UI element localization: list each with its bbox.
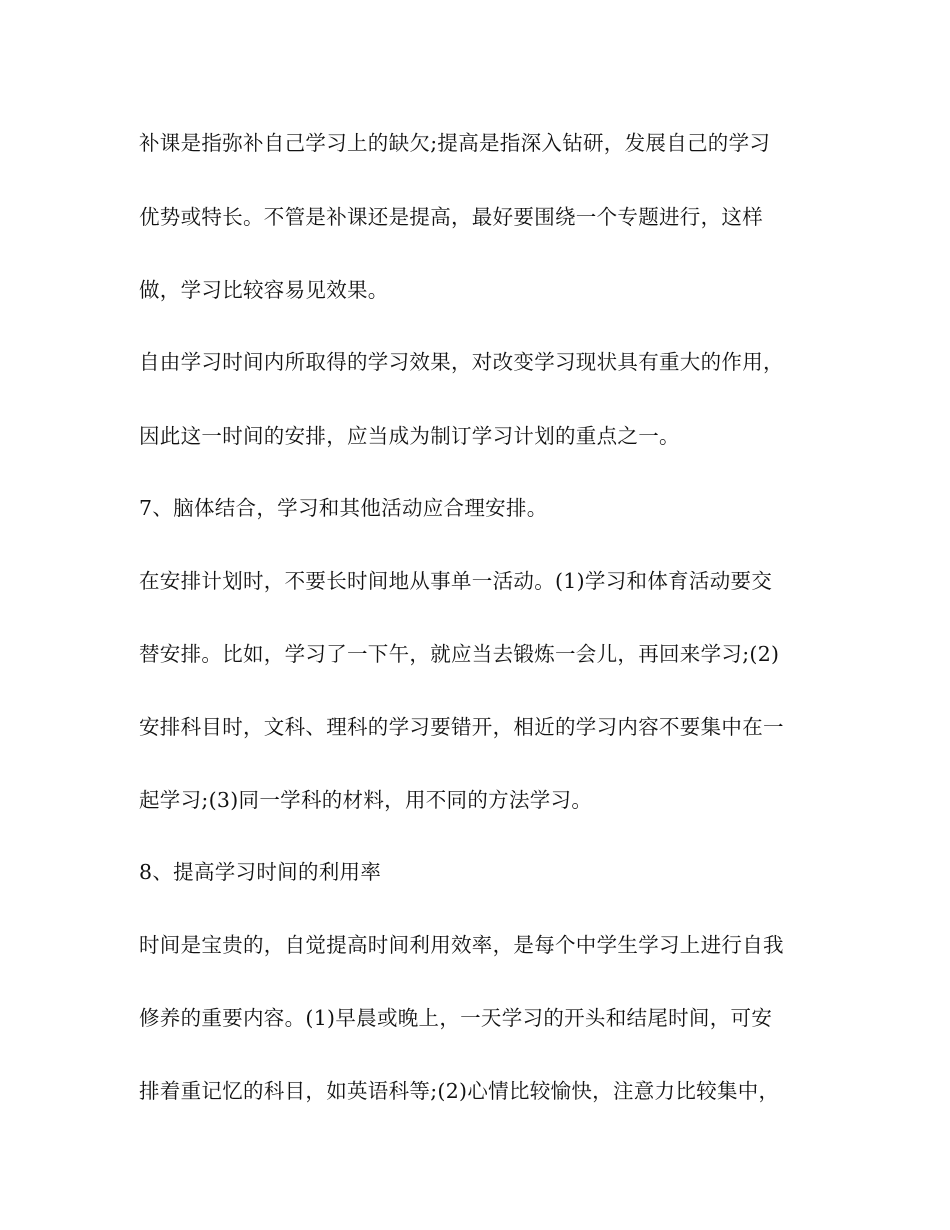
text-line-2: 优势或特长。不管是补课还是提高，最好要围绕一个专题进行，这样 [139, 205, 763, 229]
text-line-12: 时间是宝贵的，自觉提高时间利用效率，是每个中学生学习上进行自我 [139, 933, 784, 957]
text-line-1: 补课是指弥补自己学习上的缺欠;提高是指深入钻研，发展自己的学习 [139, 131, 771, 155]
text-line-10: 起学习;(3)同一学科的材料，用不同的方法学习。 [139, 788, 593, 812]
text-line-3: 做，学习比较容易见效果。 [139, 278, 389, 302]
text-line-9: 安排科目时，文科、理科的学习要错开，相近的学习内容不要集中在一 [139, 715, 784, 739]
text-line-14: 排着重记忆的科目，如英语科等;(2)心情比较愉快，注意力比较集中， [139, 1079, 780, 1103]
text-line-13: 修养的重要内容。(1)早晨或晚上，一天学习的开头和结尾时间，可安 [139, 1006, 773, 1030]
text-line-7: 在安排计划时，不要长时间地从事单一活动。(1)学习和体育活动要交 [139, 569, 773, 593]
text-line-4: 自由学习时间内所取得的学习效果，对改变学习现状具有重大的作用， [139, 350, 784, 374]
section-heading-7: 7、脑体结合，学习和其他活动应合理安排。 [139, 496, 548, 520]
section-heading-8: 8、提高学习时间的利用率 [139, 860, 382, 884]
text-line-5: 因此这一时间的安排，应当成为制订学习计划的重点之一。 [139, 424, 680, 448]
text-line-8: 替安排。比如，学习了一下午，就应当去锻炼一会儿，再回来学习;(2) [139, 642, 780, 666]
